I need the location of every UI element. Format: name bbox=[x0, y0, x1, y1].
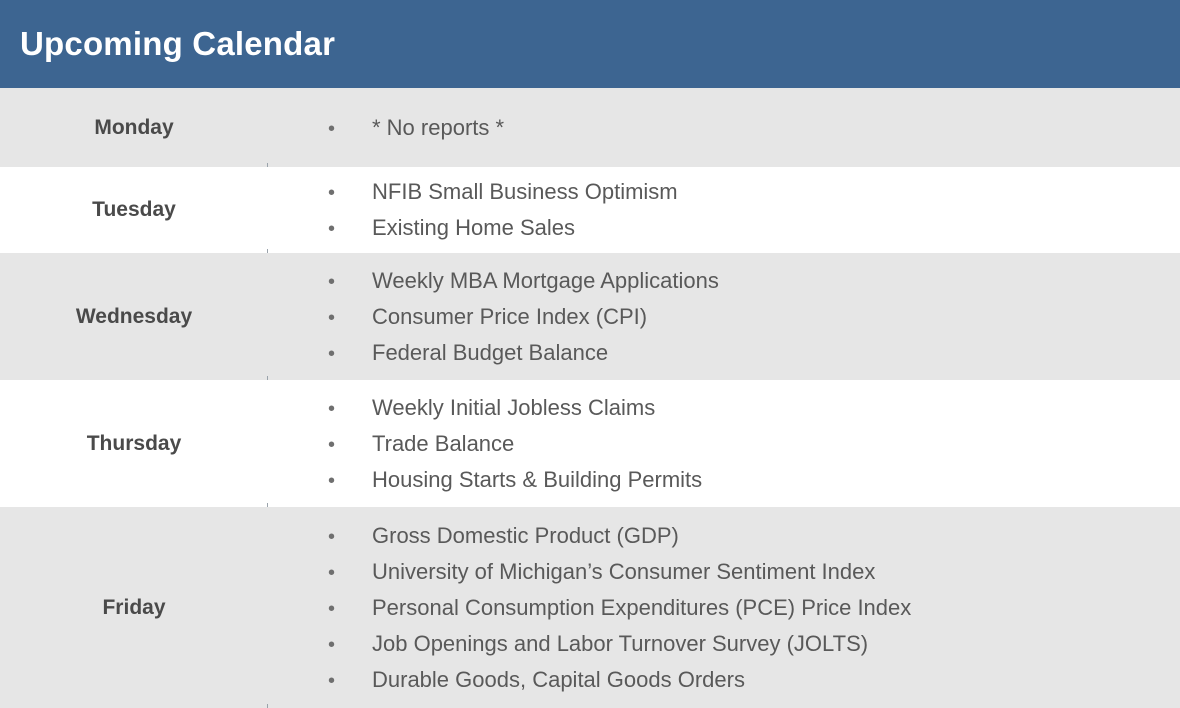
table-row bbox=[0, 380, 1180, 507]
list-item bbox=[328, 518, 1180, 554]
bullet-icon: • bbox=[328, 597, 336, 620]
table-row bbox=[0, 507, 1180, 708]
table-row bbox=[0, 253, 1180, 380]
list-item bbox=[328, 626, 1180, 662]
list-item bbox=[328, 662, 1180, 698]
bullet-icon: • bbox=[328, 397, 336, 420]
list-item bbox=[328, 426, 1180, 462]
day-label: Thursday bbox=[86, 431, 182, 455]
day-cell-thursday bbox=[0, 380, 268, 507]
list-item bbox=[328, 590, 1180, 626]
items-cell-wednesday bbox=[268, 253, 1180, 380]
list-item bbox=[328, 462, 1180, 498]
list-item bbox=[328, 110, 1180, 146]
bullet-icon: • bbox=[328, 561, 336, 584]
items-cell-thursday bbox=[268, 380, 1180, 507]
day-label: Monday bbox=[94, 115, 174, 139]
day-label: Tuesday bbox=[92, 198, 176, 221]
list-item-label: Durable Goods, Capital Goods Orders bbox=[372, 666, 745, 692]
day-cell-friday bbox=[0, 507, 268, 708]
bullet-icon: • bbox=[328, 270, 336, 293]
table-row bbox=[0, 88, 1180, 167]
list-item-label: Trade Balance bbox=[372, 430, 515, 456]
day-label: Friday bbox=[102, 595, 166, 619]
list-item-label: * No reports * bbox=[372, 114, 505, 140]
list-item bbox=[328, 210, 1180, 246]
list-item bbox=[328, 174, 1180, 210]
list-item-label: Weekly Initial Jobless Claims bbox=[372, 394, 656, 420]
list-item-label: Existing Home Sales bbox=[372, 215, 575, 240]
bullet-icon: • bbox=[328, 182, 336, 204]
day-label: Wednesday bbox=[75, 304, 193, 328]
bullet-icon: • bbox=[328, 525, 336, 548]
bullet-icon: • bbox=[328, 117, 336, 140]
list-item-label: Housing Starts & Building Permits bbox=[372, 466, 703, 492]
list-item-label: University of Michigan’s Consumer Sentiment Index bbox=[372, 558, 876, 584]
list-item-label: Weekly MBA Mortgage Applications bbox=[372, 267, 719, 293]
bullet-icon: • bbox=[328, 218, 336, 240]
day-cell-monday bbox=[0, 88, 268, 167]
calendar-header bbox=[0, 0, 1180, 88]
list-item-label: NFIB Small Business Optimism bbox=[372, 179, 678, 204]
list-item-label: Consumer Price Index (CPI) bbox=[372, 303, 648, 329]
items-cell-friday bbox=[268, 507, 1180, 708]
bullet-icon: • bbox=[328, 342, 336, 365]
items-cell-monday bbox=[268, 88, 1180, 167]
bullet-icon: • bbox=[328, 306, 336, 329]
table-row bbox=[0, 167, 1180, 253]
page-title: Upcoming Calendar bbox=[20, 25, 336, 62]
day-cell-wednesday bbox=[0, 253, 268, 380]
list-item-label: Gross Domestic Product (GDP) bbox=[372, 522, 679, 548]
list-item bbox=[328, 263, 1180, 299]
bullet-icon: • bbox=[328, 633, 336, 656]
list-item bbox=[328, 554, 1180, 590]
items-cell-tuesday bbox=[268, 167, 1180, 253]
list-item-label: Federal Budget Balance bbox=[372, 339, 609, 365]
list-item-label: Job Openings and Labor Turnover Survey (JOLTS) bbox=[372, 630, 869, 656]
list-item bbox=[328, 390, 1180, 426]
day-cell-tuesday bbox=[0, 167, 268, 253]
list-item bbox=[328, 335, 1180, 371]
bullet-icon: • bbox=[328, 469, 336, 492]
list-item bbox=[328, 299, 1180, 335]
bullet-icon: • bbox=[328, 433, 336, 456]
list-item-label: Personal Consumption Expenditures (PCE) Price Index bbox=[372, 594, 912, 620]
bullet-icon: • bbox=[328, 669, 336, 692]
